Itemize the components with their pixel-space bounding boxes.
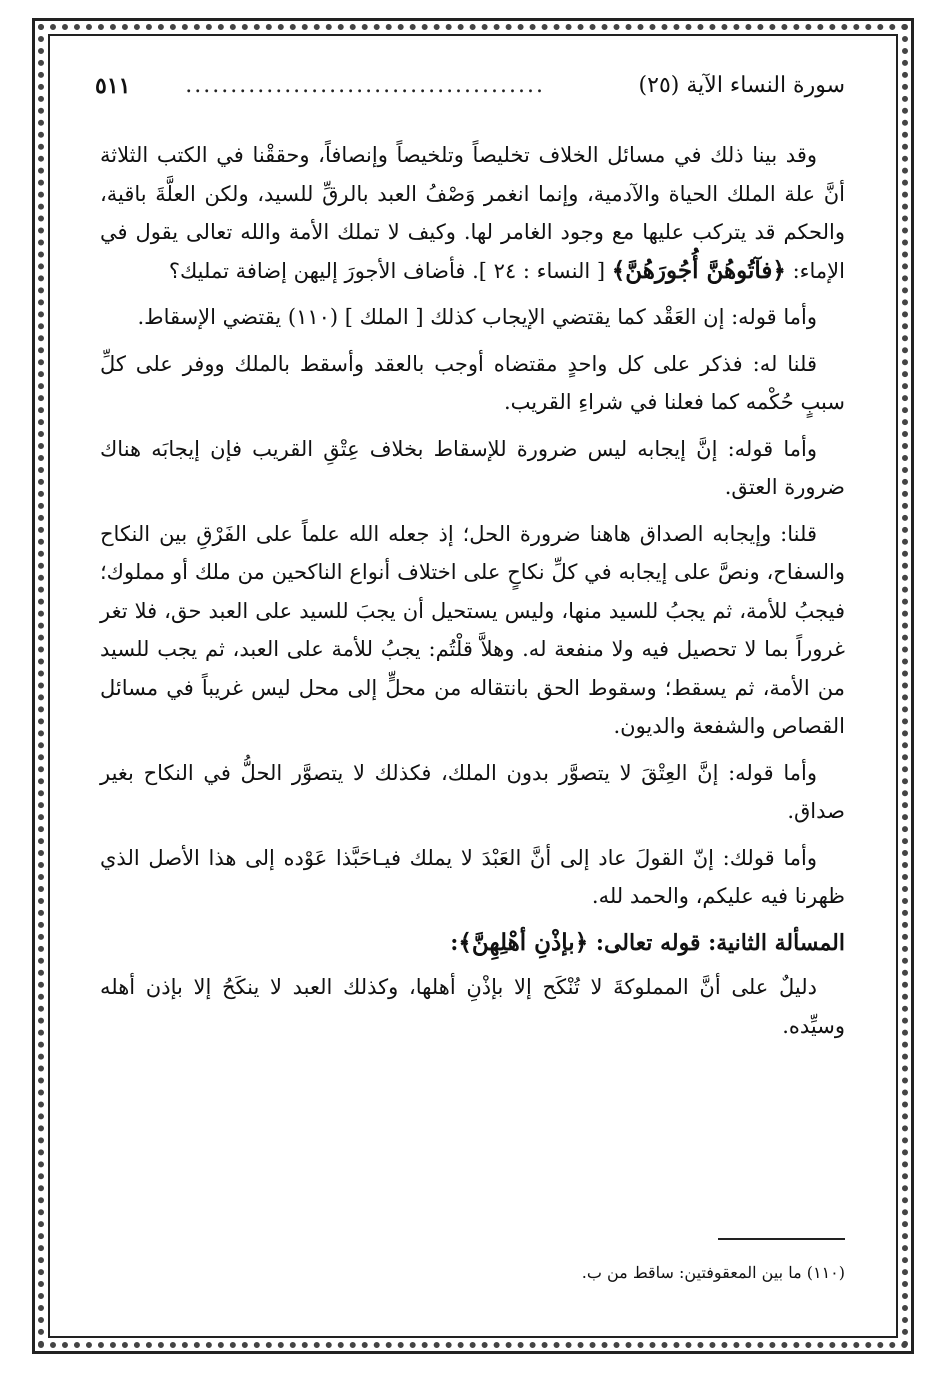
section-heading [100, 924, 845, 963]
paragraph-1-text-b: [ النساء : ٢٤ ]. فأضاف الأجورَ إليهن إضافة تمليك؟ [168, 258, 612, 283]
quran-quote-2: ﴿بإذْنِ أهْلِهِنَّ﴾ [458, 928, 589, 956]
paragraph-4: وأما قوله: إنَّ إيجابه ليس ضرورة للإسقاط بخلاف عِتْقِ القريب فإن إيجابَه هناك ضرورة العتق. [100, 436, 845, 499]
page-number: ٥١١ [95, 73, 131, 99]
section-heading-colon: : [450, 929, 459, 956]
paragraph-5: قلنا: وإيجابه الصداق هاهنا ضرورة الحل؛ إذ جعله الله علماً على الفَرْقِ بين النكاح والسفاح، ونصَّ على إيجابه في كلِّ نكاحٍ على اختلاف أنواع الناكحين من ملك أو مملوك؛ فيجبُ للأمة، ثم يجبُ للسيد منها، وليس يستحيل أن يجبَ للسيد على العبد حق، فلا تغر غروراً بما لا تحصيل فيه ولا منفعة له. وهلاَّ قلْتُم: يجبُ للأمة على العبد، ثم يجب للسيد من الأمة، ثم يسقط؛ وسقوط الحق بانتقاله من محلٍّ إلى محل ليس غريباً في مسائل القصاص والشفعة والديون. [100, 521, 845, 738]
paragraph-3: قلنا له: فذكر على كل واحدٍ مقتضاه أوجب بالعقد وأسقط بالملك ووفر على كلِّ سببٍ حُكْمه كما فعلنا في شراءِ القريب. [100, 351, 845, 414]
paragraph-8: دليلٌ على أنَّ المملوكةَ لا تُنْكَح إلا بإذْنِ أهلها، وكذلك العبد لا ينكَحُ إلا بإذن أهله وسيِّده. [100, 975, 845, 1038]
paragraph-1-text-a: وقد بينا ذلك في مسائل الخلاف تخليصاً وتلخيصاً وإنصافاً، وحققْنا في الكتب الثلاثة أنَّ علة الملك الحياة والآدمية، وإنما انغمر وَصْفُ العبد بالرقِّ للسيد، ولكن العلَّةَ باقية، والحكم قد يتركب عليها مع وجود الغامر لها. وكيف لا تملك الأمة والله تعالى يقول في الإماء: [100, 143, 845, 283]
paragraph-1 [100, 136, 845, 290]
running-header [95, 68, 845, 104]
surah-title: سورة النساء الآية (٢٥) [638, 73, 845, 98]
paragraph-2: وأما قوله: إن العَقْد كما يقتضي الإيجاب كذلك [ الملك ] (١١٠) يقتضي الإسقاط. [137, 305, 817, 329]
paragraph-6: وأما قوله: إنَّ العِتْقَ لا يتصوَّر بدون الملك، فكذلك لا يتصوَّر الحلُّ في النكاح بغير صداق. [100, 760, 845, 823]
section-heading-label: المسألة الثانية: قوله تعالى: [588, 929, 845, 956]
footnote-separator [718, 1238, 845, 1240]
paragraph-7: وأما قولك: إنّ القولَ عاد إلى أنَّ العَبْدَ لا يملك فيـاحَبَّذا عَوْده إلى هذا الأصل الذي ظهرنا فيه عليكم، والحمد لله. [100, 845, 845, 908]
footnote: (١١٠) ما بين المعقوفتين: ساقط من ب. [581, 1263, 845, 1282]
main-text [100, 136, 845, 1053]
quran-quote-1: ﴿فآتُوهُنَّ أُجُورَهُنَّ﴾ [611, 256, 786, 284]
header-leader-dots: ........................................ [185, 73, 545, 98]
